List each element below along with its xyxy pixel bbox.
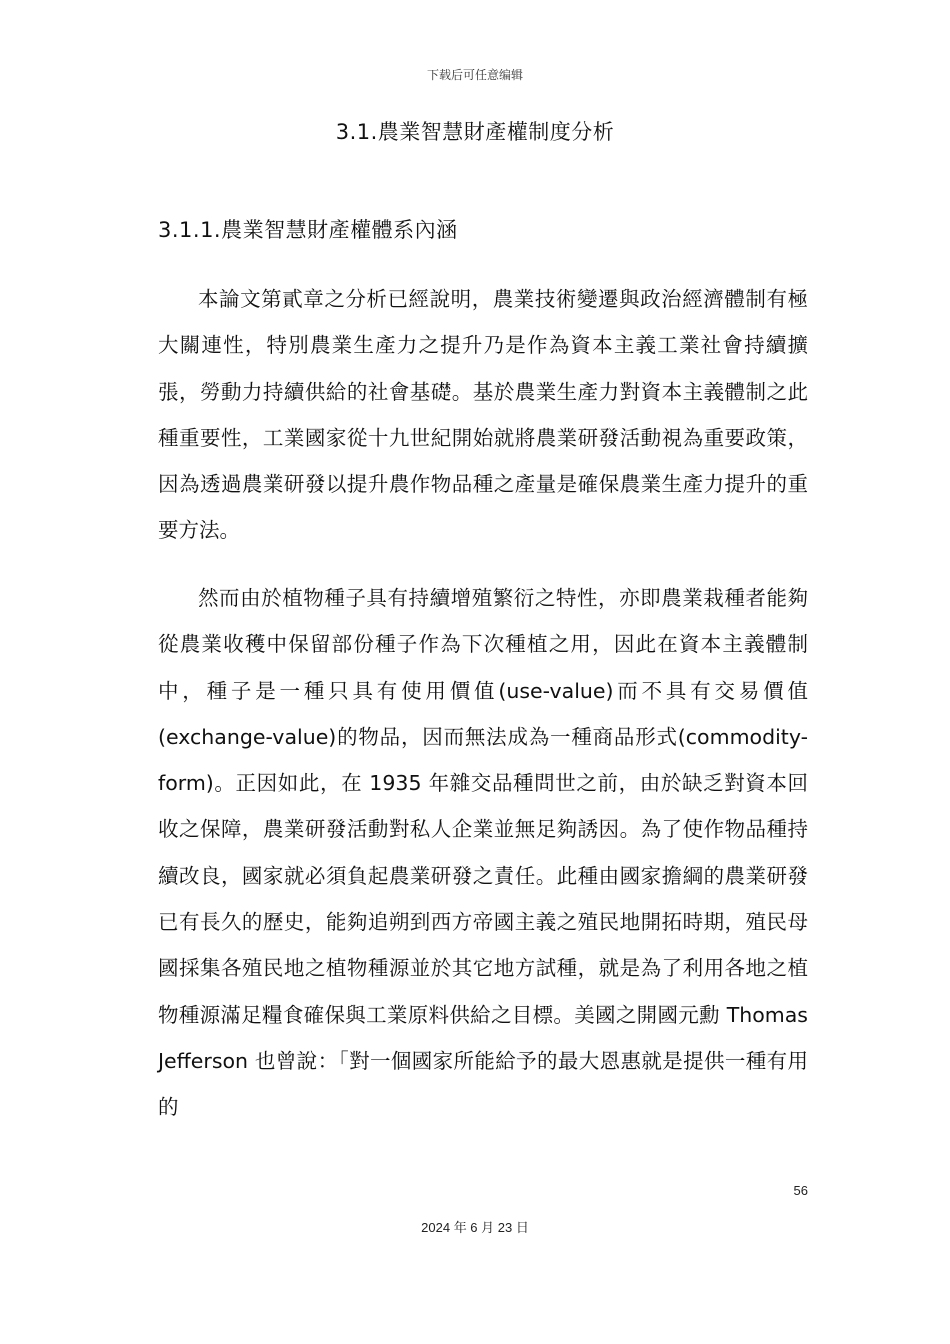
body-paragraph-2: 然而由於植物種子具有持續增殖繁衍之特性，亦即農業栽種者能夠從農業收穫中保留部份種子作為下次種植之用，因此在資本主義體制中，種子是一種只具有使用價值(use-value)而不具有交易價值(exchange-value)的物品，因而無法成為一種商品形式(commodity-form)。正因如此，在 1935 年雜交品種問世之前，由於缺乏對資本回收之保障，農業研發活動對私人企業並無足夠誘因。為了使作物品種持續改良，國家就必須負起農業研發之責任。此種由國家擔綱的農業研發已有長久的歷史，能夠追朔到西方帝國主義之殖民地開拓時期，殖民母國採集各殖民地之植物種源並於其它地方試種，就是為了利用各地之植物種源滿足糧食確保與工業原料供給之目標。美國之開國元勳 Thomas Jefferson 也曾說：「對一個國家所能給予的最大恩惠就是提供一種有用的 bbox=[158, 586, 808, 1120]
footer-date: 2024 年 6 月 23 日 bbox=[421, 1220, 529, 1235]
page-number: 56 bbox=[793, 1183, 808, 1198]
body-paragraph-1: 本論文第貳章之分析已經說明，農業技術變遷與政治經濟體制有極大關連性，特別農業生產力之提升乃是作為資本主義工業社會持續擴張，勞動力持續供給的社會基礎。基於農業生產力對資本主義體制之此種重要性，工業國家從十九世紀開始就將農業研發活動視為重要政策，因為透過農業研發以提升農作物品種之產量是確保農業生產力提升的重要方法。 bbox=[158, 287, 808, 543]
section-title: 3.1.農業智慧財產權制度分析 bbox=[335, 120, 615, 144]
subsection-title: 3.1.1.農業智慧財產權體系內涵 bbox=[158, 218, 458, 242]
header-note: 下载后可任意编辑 bbox=[426, 68, 523, 82]
